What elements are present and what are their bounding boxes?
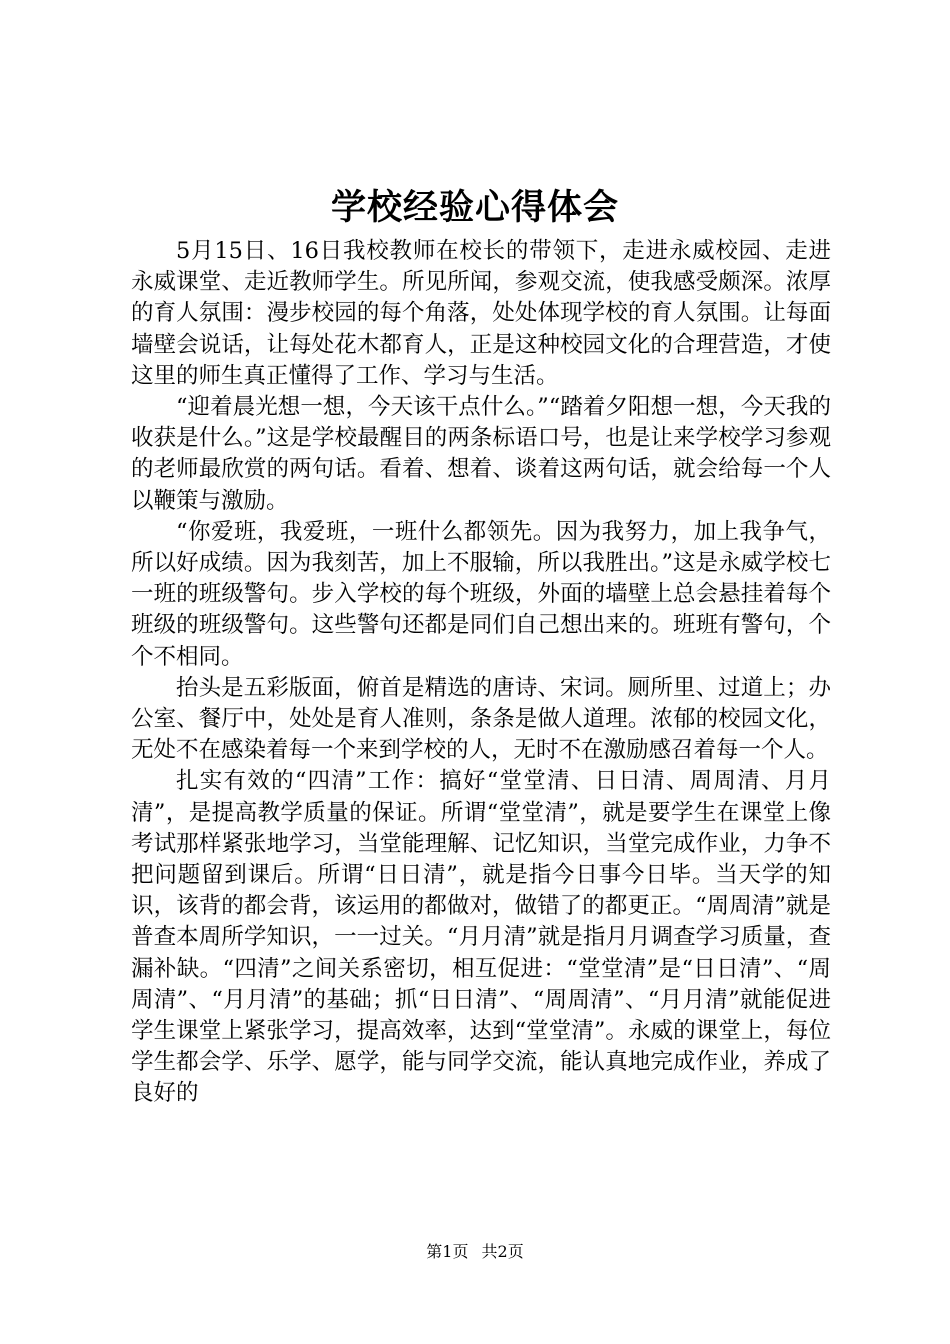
- paragraph: “迎着晨光想一想，今天该干点什么。”“踏着夕阳想一想，今天我的收获是什么。”这是学校最醒目的两条标语口号，也是让来学校学习参观的老师最欣赏的两句话。看着、想着、谈着这两句话，就会给每一个人以鞭策与激励。: [131, 394, 831, 514]
- paragraph: “你爱班，我爱班，一班什么都领先。因为我努力，加上我争气，所以好成绩。因为我刻苦，加上不服输，所以我胜出。”这是永威学校七一班的班级警句。步入学校的每个班级，外面的墙壁上总会悬挂着每个班级的班级警句。这些警句还都是同们自己想出来的。班班有警句，个个不相同。: [131, 518, 831, 670]
- document-title: 学校经验心得体会: [330, 187, 619, 228]
- page-number: 第1页: [426, 1242, 469, 1261]
- paragraph: 扎实有效的“四清”工作：搞好“堂堂清、日日清、周周清、月月清”，是提高教学质量的保证。所谓“堂堂清”，就是要学生在课堂上像考试那样紧张地学习，当堂能理解、记忆知识，当堂完成作业，力争不把问题留到课后。所谓“日日清”，就是指今日事今日毕。当天学的知识，该背的都会背，该运用的都做对，做错了的都更正。“周周清”就是普查本周所学知识，一一过关。“月月清”就是指月月调查学习质量，查漏补缺。“四清”之间关系密切，相互促进：“堂堂清”是“日日清”、“周周清”、“月月清”的基础；抓“日日清”、“周周清”、“月月清”就能促进学生课堂上紧张学习，提高效率，达到“堂堂清”。永威的课堂上，每位学生都会学、乐学、愿学，能与同学交流，能认真地完成作业，养成了良好的: [131, 768, 831, 1107]
- page-total: 共2页: [481, 1242, 524, 1261]
- document-body: [131, 236, 831, 1110]
- paragraph: 5月15日、16日我校教师在校长的带领下，走进永威校园、走进永威课堂、走近教师学生。所见所闻，参观交流，使我感受颇深。浓厚的育人氛围：漫步校园的每个角落，处处体现学校的育人氛围。让每面墙壁会说话，让每处花木都育人，正是这种校园文化的合理营造，才使这里的师生真正懂得了工作、学习与生活。: [131, 238, 831, 389]
- paragraph: 抬头是五彩版面，俯首是精选的唐诗、宋词。厕所里、过道上；办公室、餐厅中，处处是育人准则，条条是做人道理。浓郁的校园文化，无处不在感染着每一个来到学校的人，无时不在激励感召着每一个人。: [131, 674, 831, 764]
- page-footer: [0, 1241, 950, 1263]
